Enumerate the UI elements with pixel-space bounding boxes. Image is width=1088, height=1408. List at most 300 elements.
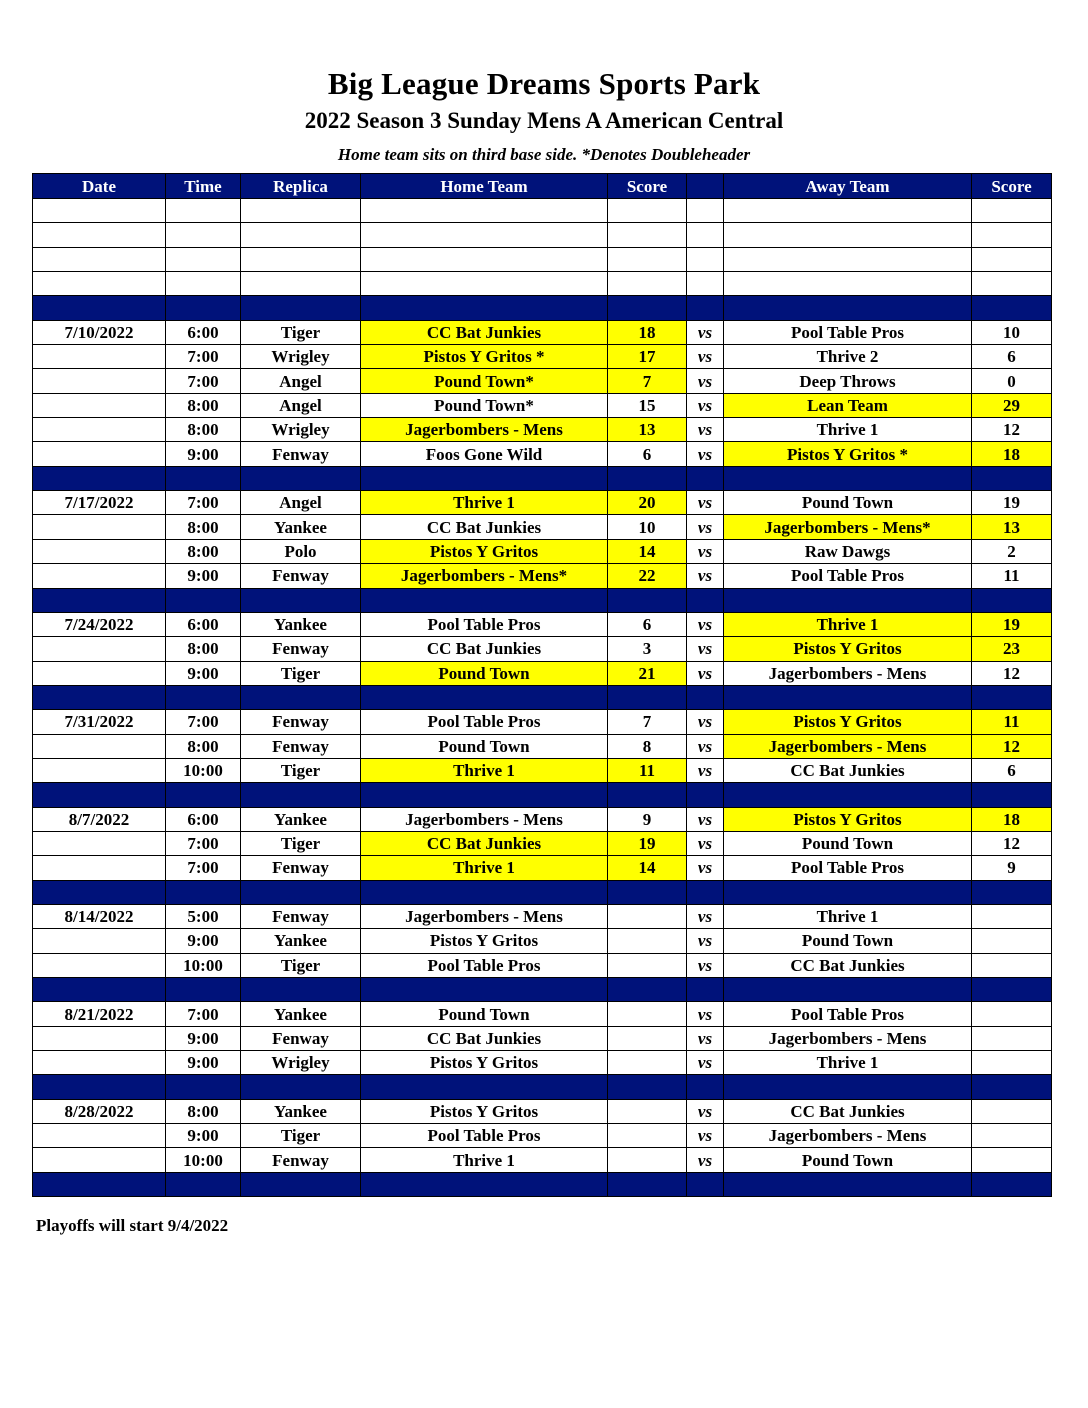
away-score: 12 — [972, 831, 1052, 855]
vs-label: vs — [687, 564, 724, 588]
empty-cell — [241, 880, 361, 904]
empty-cell — [33, 272, 166, 296]
away-team: Pistos Y Gritos — [724, 637, 972, 661]
col-header-away-score: Score — [972, 174, 1052, 199]
game-row — [33, 904, 1052, 928]
home-score — [608, 1051, 687, 1075]
away-score — [972, 1099, 1052, 1123]
vs-label: vs — [687, 539, 724, 563]
game-time: 7:00 — [166, 491, 241, 515]
empty-cell — [241, 783, 361, 807]
away-team: Deep Throws — [724, 369, 972, 393]
empty-cell — [33, 466, 166, 490]
game-time: 7:00 — [166, 1002, 241, 1026]
home-score: 18 — [608, 320, 687, 344]
empty-cell — [608, 1172, 687, 1196]
game-date — [33, 1124, 166, 1148]
home-team: Thrive 1 — [361, 856, 608, 880]
vs-label: vs — [687, 320, 724, 344]
vs-label: vs — [687, 393, 724, 417]
away-team: Pistos Y Gritos — [724, 710, 972, 734]
field-replica: Tiger — [241, 661, 361, 685]
empty-cell — [608, 466, 687, 490]
empty-cell — [724, 199, 972, 223]
empty-cell — [33, 223, 166, 247]
empty-cell — [972, 466, 1052, 490]
empty-cell — [972, 272, 1052, 296]
field-replica: Fenway — [241, 637, 361, 661]
home-team: Pound Town* — [361, 369, 608, 393]
game-date — [33, 734, 166, 758]
away-team: Pistos Y Gritos — [724, 807, 972, 831]
empty-cell — [608, 296, 687, 320]
home-score — [608, 929, 687, 953]
vs-label: vs — [687, 1002, 724, 1026]
blank-row — [33, 247, 1052, 271]
empty-cell — [724, 588, 972, 612]
away-score: 29 — [972, 393, 1052, 417]
vs-label: vs — [687, 491, 724, 515]
game-date — [33, 929, 166, 953]
home-team: CC Bat Junkies — [361, 831, 608, 855]
col-header-vs — [687, 174, 724, 199]
empty-cell — [361, 783, 608, 807]
field-replica: Tiger — [241, 1124, 361, 1148]
game-time: 6:00 — [166, 612, 241, 636]
away-score: 10 — [972, 320, 1052, 344]
empty-cell — [166, 223, 241, 247]
game-row — [33, 491, 1052, 515]
field-replica: Fenway — [241, 904, 361, 928]
home-score: 17 — [608, 345, 687, 369]
game-date — [33, 369, 166, 393]
home-team: Jagerbombers - Mens* — [361, 564, 608, 588]
field-replica: Wrigley — [241, 1051, 361, 1075]
home-team: CC Bat Junkies — [361, 1026, 608, 1050]
home-team: Pistos Y Gritos — [361, 929, 608, 953]
away-score — [972, 1002, 1052, 1026]
away-team: Jagerbombers - Mens — [724, 661, 972, 685]
empty-cell — [687, 1075, 724, 1099]
empty-cell — [724, 783, 972, 807]
empty-cell — [241, 588, 361, 612]
empty-cell — [166, 272, 241, 296]
week-separator-row — [33, 296, 1052, 320]
empty-cell — [972, 880, 1052, 904]
home-team: Pool Table Pros — [361, 953, 608, 977]
field-replica: Yankee — [241, 929, 361, 953]
away-team: Thrive 1 — [724, 904, 972, 928]
col-header-home-score: Score — [608, 174, 687, 199]
away-score — [972, 1124, 1052, 1148]
vs-label: vs — [687, 1099, 724, 1123]
empty-cell — [972, 1075, 1052, 1099]
empty-cell — [687, 296, 724, 320]
game-row — [33, 1051, 1052, 1075]
home-score: 6 — [608, 442, 687, 466]
field-replica: Yankee — [241, 1002, 361, 1026]
empty-cell — [361, 466, 608, 490]
field-replica: Fenway — [241, 564, 361, 588]
away-team: Lean Team — [724, 393, 972, 417]
col-header-time: Time — [166, 174, 241, 199]
empty-cell — [361, 1075, 608, 1099]
game-row — [33, 418, 1052, 442]
home-team: Pistos Y Gritos * — [361, 345, 608, 369]
game-time: 7:00 — [166, 345, 241, 369]
empty-cell — [972, 223, 1052, 247]
field-replica: Wrigley — [241, 345, 361, 369]
away-score: 18 — [972, 807, 1052, 831]
home-team: CC Bat Junkies — [361, 515, 608, 539]
empty-cell — [608, 247, 687, 271]
col-header-replica: Replica — [241, 174, 361, 199]
away-score: 6 — [972, 758, 1052, 782]
game-date — [33, 539, 166, 563]
empty-cell — [724, 1075, 972, 1099]
away-team: Pound Town — [724, 1148, 972, 1172]
empty-cell — [241, 199, 361, 223]
game-time: 7:00 — [166, 831, 241, 855]
empty-cell — [361, 588, 608, 612]
vs-label: vs — [687, 1148, 724, 1172]
game-row — [33, 393, 1052, 417]
away-team: Raw Dawgs — [724, 539, 972, 563]
game-date — [33, 393, 166, 417]
empty-cell — [687, 466, 724, 490]
empty-cell — [33, 1172, 166, 1196]
away-score: 12 — [972, 418, 1052, 442]
home-score — [608, 1124, 687, 1148]
game-date: 7/10/2022 — [33, 320, 166, 344]
field-replica: Fenway — [241, 1148, 361, 1172]
vs-label: vs — [687, 953, 724, 977]
empty-cell — [166, 247, 241, 271]
away-score: 9 — [972, 856, 1052, 880]
home-score: 7 — [608, 369, 687, 393]
away-score: 11 — [972, 564, 1052, 588]
game-date: 8/7/2022 — [33, 807, 166, 831]
week-separator-row — [33, 588, 1052, 612]
home-score: 13 — [608, 418, 687, 442]
away-score: 2 — [972, 539, 1052, 563]
away-team: Pound Town — [724, 491, 972, 515]
empty-cell — [687, 783, 724, 807]
away-score: 19 — [972, 491, 1052, 515]
away-team: Thrive 1 — [724, 612, 972, 636]
away-team: Pound Town — [724, 831, 972, 855]
empty-cell — [972, 199, 1052, 223]
empty-cell — [33, 296, 166, 320]
game-time: 9:00 — [166, 442, 241, 466]
col-header-away-team: Away Team — [724, 174, 972, 199]
home-team: Pistos Y Gritos — [361, 1099, 608, 1123]
away-score: 11 — [972, 710, 1052, 734]
game-time: 6:00 — [166, 807, 241, 831]
game-date — [33, 758, 166, 782]
away-score — [972, 904, 1052, 928]
game-row — [33, 1124, 1052, 1148]
away-score — [972, 1026, 1052, 1050]
empty-cell — [687, 247, 724, 271]
vs-label: vs — [687, 1051, 724, 1075]
home-score — [608, 953, 687, 977]
away-team: Pool Table Pros — [724, 1002, 972, 1026]
week-separator-row — [33, 466, 1052, 490]
empty-cell — [724, 466, 972, 490]
empty-cell — [361, 272, 608, 296]
home-team: Pound Town — [361, 661, 608, 685]
empty-cell — [33, 783, 166, 807]
field-replica: Yankee — [241, 515, 361, 539]
away-team: Thrive 2 — [724, 345, 972, 369]
field-replica: Angel — [241, 369, 361, 393]
empty-cell — [972, 978, 1052, 1002]
home-score: 10 — [608, 515, 687, 539]
empty-cell — [972, 588, 1052, 612]
home-team: Pound Town — [361, 1002, 608, 1026]
game-row — [33, 515, 1052, 539]
empty-cell — [608, 783, 687, 807]
empty-cell — [724, 223, 972, 247]
game-row — [33, 612, 1052, 636]
empty-cell — [608, 199, 687, 223]
empty-cell — [166, 466, 241, 490]
game-date — [33, 1026, 166, 1050]
away-team: CC Bat Junkies — [724, 953, 972, 977]
empty-cell — [361, 880, 608, 904]
schedule-table — [32, 173, 1052, 1197]
game-row — [33, 661, 1052, 685]
home-score — [608, 1002, 687, 1026]
home-team: Thrive 1 — [361, 758, 608, 782]
empty-cell — [724, 685, 972, 709]
empty-cell — [241, 466, 361, 490]
home-team: Pistos Y Gritos — [361, 539, 608, 563]
empty-cell — [361, 1172, 608, 1196]
empty-cell — [166, 783, 241, 807]
game-row — [33, 320, 1052, 344]
week-separator-row — [33, 1075, 1052, 1099]
game-time: 8:00 — [166, 393, 241, 417]
blank-row — [33, 272, 1052, 296]
game-row — [33, 1099, 1052, 1123]
vs-label: vs — [687, 369, 724, 393]
vs-label: vs — [687, 758, 724, 782]
game-time: 10:00 — [166, 953, 241, 977]
field-replica: Fenway — [241, 856, 361, 880]
home-score: 22 — [608, 564, 687, 588]
empty-cell — [241, 272, 361, 296]
vs-label: vs — [687, 904, 724, 928]
empty-cell — [687, 978, 724, 1002]
game-time: 8:00 — [166, 515, 241, 539]
away-score — [972, 1148, 1052, 1172]
game-date — [33, 661, 166, 685]
empty-cell — [241, 1075, 361, 1099]
game-date — [33, 1051, 166, 1075]
empty-cell — [33, 247, 166, 271]
empty-cell — [33, 588, 166, 612]
away-team: Jagerbombers - Mens — [724, 1026, 972, 1050]
field-replica: Fenway — [241, 710, 361, 734]
empty-cell — [361, 247, 608, 271]
game-row — [33, 758, 1052, 782]
game-row — [33, 637, 1052, 661]
home-score: 14 — [608, 539, 687, 563]
week-separator-row — [33, 978, 1052, 1002]
empty-cell — [724, 247, 972, 271]
empty-cell — [687, 588, 724, 612]
field-replica: Tiger — [241, 831, 361, 855]
home-team: Pound Town — [361, 734, 608, 758]
away-score: 6 — [972, 345, 1052, 369]
vs-label: vs — [687, 612, 724, 636]
vs-label: vs — [687, 1026, 724, 1050]
away-team: Pool Table Pros — [724, 856, 972, 880]
away-team: Thrive 1 — [724, 418, 972, 442]
home-score: 14 — [608, 856, 687, 880]
empty-cell — [241, 978, 361, 1002]
away-score: 19 — [972, 612, 1052, 636]
game-date — [33, 953, 166, 977]
game-row — [33, 831, 1052, 855]
empty-cell — [687, 223, 724, 247]
empty-cell — [972, 247, 1052, 271]
vs-label: vs — [687, 442, 724, 466]
away-team: Jagerbombers - Mens — [724, 1124, 972, 1148]
field-replica: Tiger — [241, 320, 361, 344]
home-score — [608, 1026, 687, 1050]
vs-label: vs — [687, 831, 724, 855]
empty-cell — [687, 685, 724, 709]
game-time: 9:00 — [166, 564, 241, 588]
field-replica: Yankee — [241, 807, 361, 831]
home-score: 6 — [608, 612, 687, 636]
home-team: Thrive 1 — [361, 491, 608, 515]
game-date — [33, 831, 166, 855]
empty-cell — [166, 588, 241, 612]
game-time: 9:00 — [166, 1051, 241, 1075]
home-team: CC Bat Junkies — [361, 637, 608, 661]
empty-cell — [687, 272, 724, 296]
empty-cell — [608, 880, 687, 904]
game-row — [33, 345, 1052, 369]
home-score — [608, 904, 687, 928]
empty-cell — [166, 199, 241, 223]
away-team: Jagerbombers - Mens* — [724, 515, 972, 539]
field-replica: Tiger — [241, 953, 361, 977]
empty-cell — [241, 685, 361, 709]
game-time: 9:00 — [166, 1124, 241, 1148]
home-score: 20 — [608, 491, 687, 515]
empty-cell — [608, 685, 687, 709]
home-score: 11 — [608, 758, 687, 782]
blank-row — [33, 223, 1052, 247]
home-score: 19 — [608, 831, 687, 855]
vs-label: vs — [687, 418, 724, 442]
home-team: Pool Table Pros — [361, 612, 608, 636]
home-team: Thrive 1 — [361, 1148, 608, 1172]
game-row — [33, 564, 1052, 588]
away-team: Pool Table Pros — [724, 320, 972, 344]
game-time: 8:00 — [166, 1099, 241, 1123]
game-time: 7:00 — [166, 369, 241, 393]
week-separator-row — [33, 783, 1052, 807]
game-date — [33, 345, 166, 369]
empty-cell — [361, 978, 608, 1002]
game-time: 9:00 — [166, 661, 241, 685]
home-score: 9 — [608, 807, 687, 831]
empty-cell — [724, 880, 972, 904]
empty-cell — [33, 1075, 166, 1099]
field-replica: Polo — [241, 539, 361, 563]
empty-cell — [724, 296, 972, 320]
field-replica: Tiger — [241, 758, 361, 782]
empty-cell — [687, 1172, 724, 1196]
game-time: 10:00 — [166, 1148, 241, 1172]
field-replica: Wrigley — [241, 418, 361, 442]
empty-cell — [608, 588, 687, 612]
away-score — [972, 953, 1052, 977]
empty-cell — [33, 685, 166, 709]
away-score: 12 — [972, 734, 1052, 758]
game-date — [33, 442, 166, 466]
game-date — [33, 418, 166, 442]
game-time: 5:00 — [166, 904, 241, 928]
home-team: Pound Town* — [361, 393, 608, 417]
game-row — [33, 807, 1052, 831]
empty-cell — [33, 880, 166, 904]
game-row — [33, 442, 1052, 466]
game-time: 6:00 — [166, 320, 241, 344]
empty-cell — [166, 685, 241, 709]
vs-label: vs — [687, 929, 724, 953]
playoffs-note: Playoffs will start 9/4/2022 — [36, 1216, 229, 1235]
away-score: 12 — [972, 661, 1052, 685]
field-replica: Fenway — [241, 734, 361, 758]
game-row — [33, 539, 1052, 563]
home-score — [608, 1148, 687, 1172]
field-replica: Yankee — [241, 612, 361, 636]
empty-cell — [687, 880, 724, 904]
game-time: 8:00 — [166, 734, 241, 758]
week-separator-row — [33, 880, 1052, 904]
game-row — [33, 1148, 1052, 1172]
vs-label: vs — [687, 807, 724, 831]
away-score — [972, 929, 1052, 953]
header-row — [33, 174, 1052, 199]
game-date — [33, 856, 166, 880]
game-time: 9:00 — [166, 1026, 241, 1050]
away-team: CC Bat Junkies — [724, 758, 972, 782]
away-score: 23 — [972, 637, 1052, 661]
vs-label: vs — [687, 856, 724, 880]
game-time: 8:00 — [166, 637, 241, 661]
game-date — [33, 515, 166, 539]
vs-label: vs — [687, 345, 724, 369]
empty-cell — [608, 1075, 687, 1099]
home-team: Pool Table Pros — [361, 710, 608, 734]
empty-cell — [724, 978, 972, 1002]
game-date: 7/24/2022 — [33, 612, 166, 636]
away-score: 13 — [972, 515, 1052, 539]
vs-label: vs — [687, 661, 724, 685]
game-time: 9:00 — [166, 929, 241, 953]
empty-cell — [241, 1172, 361, 1196]
away-score: 0 — [972, 369, 1052, 393]
empty-cell — [166, 978, 241, 1002]
